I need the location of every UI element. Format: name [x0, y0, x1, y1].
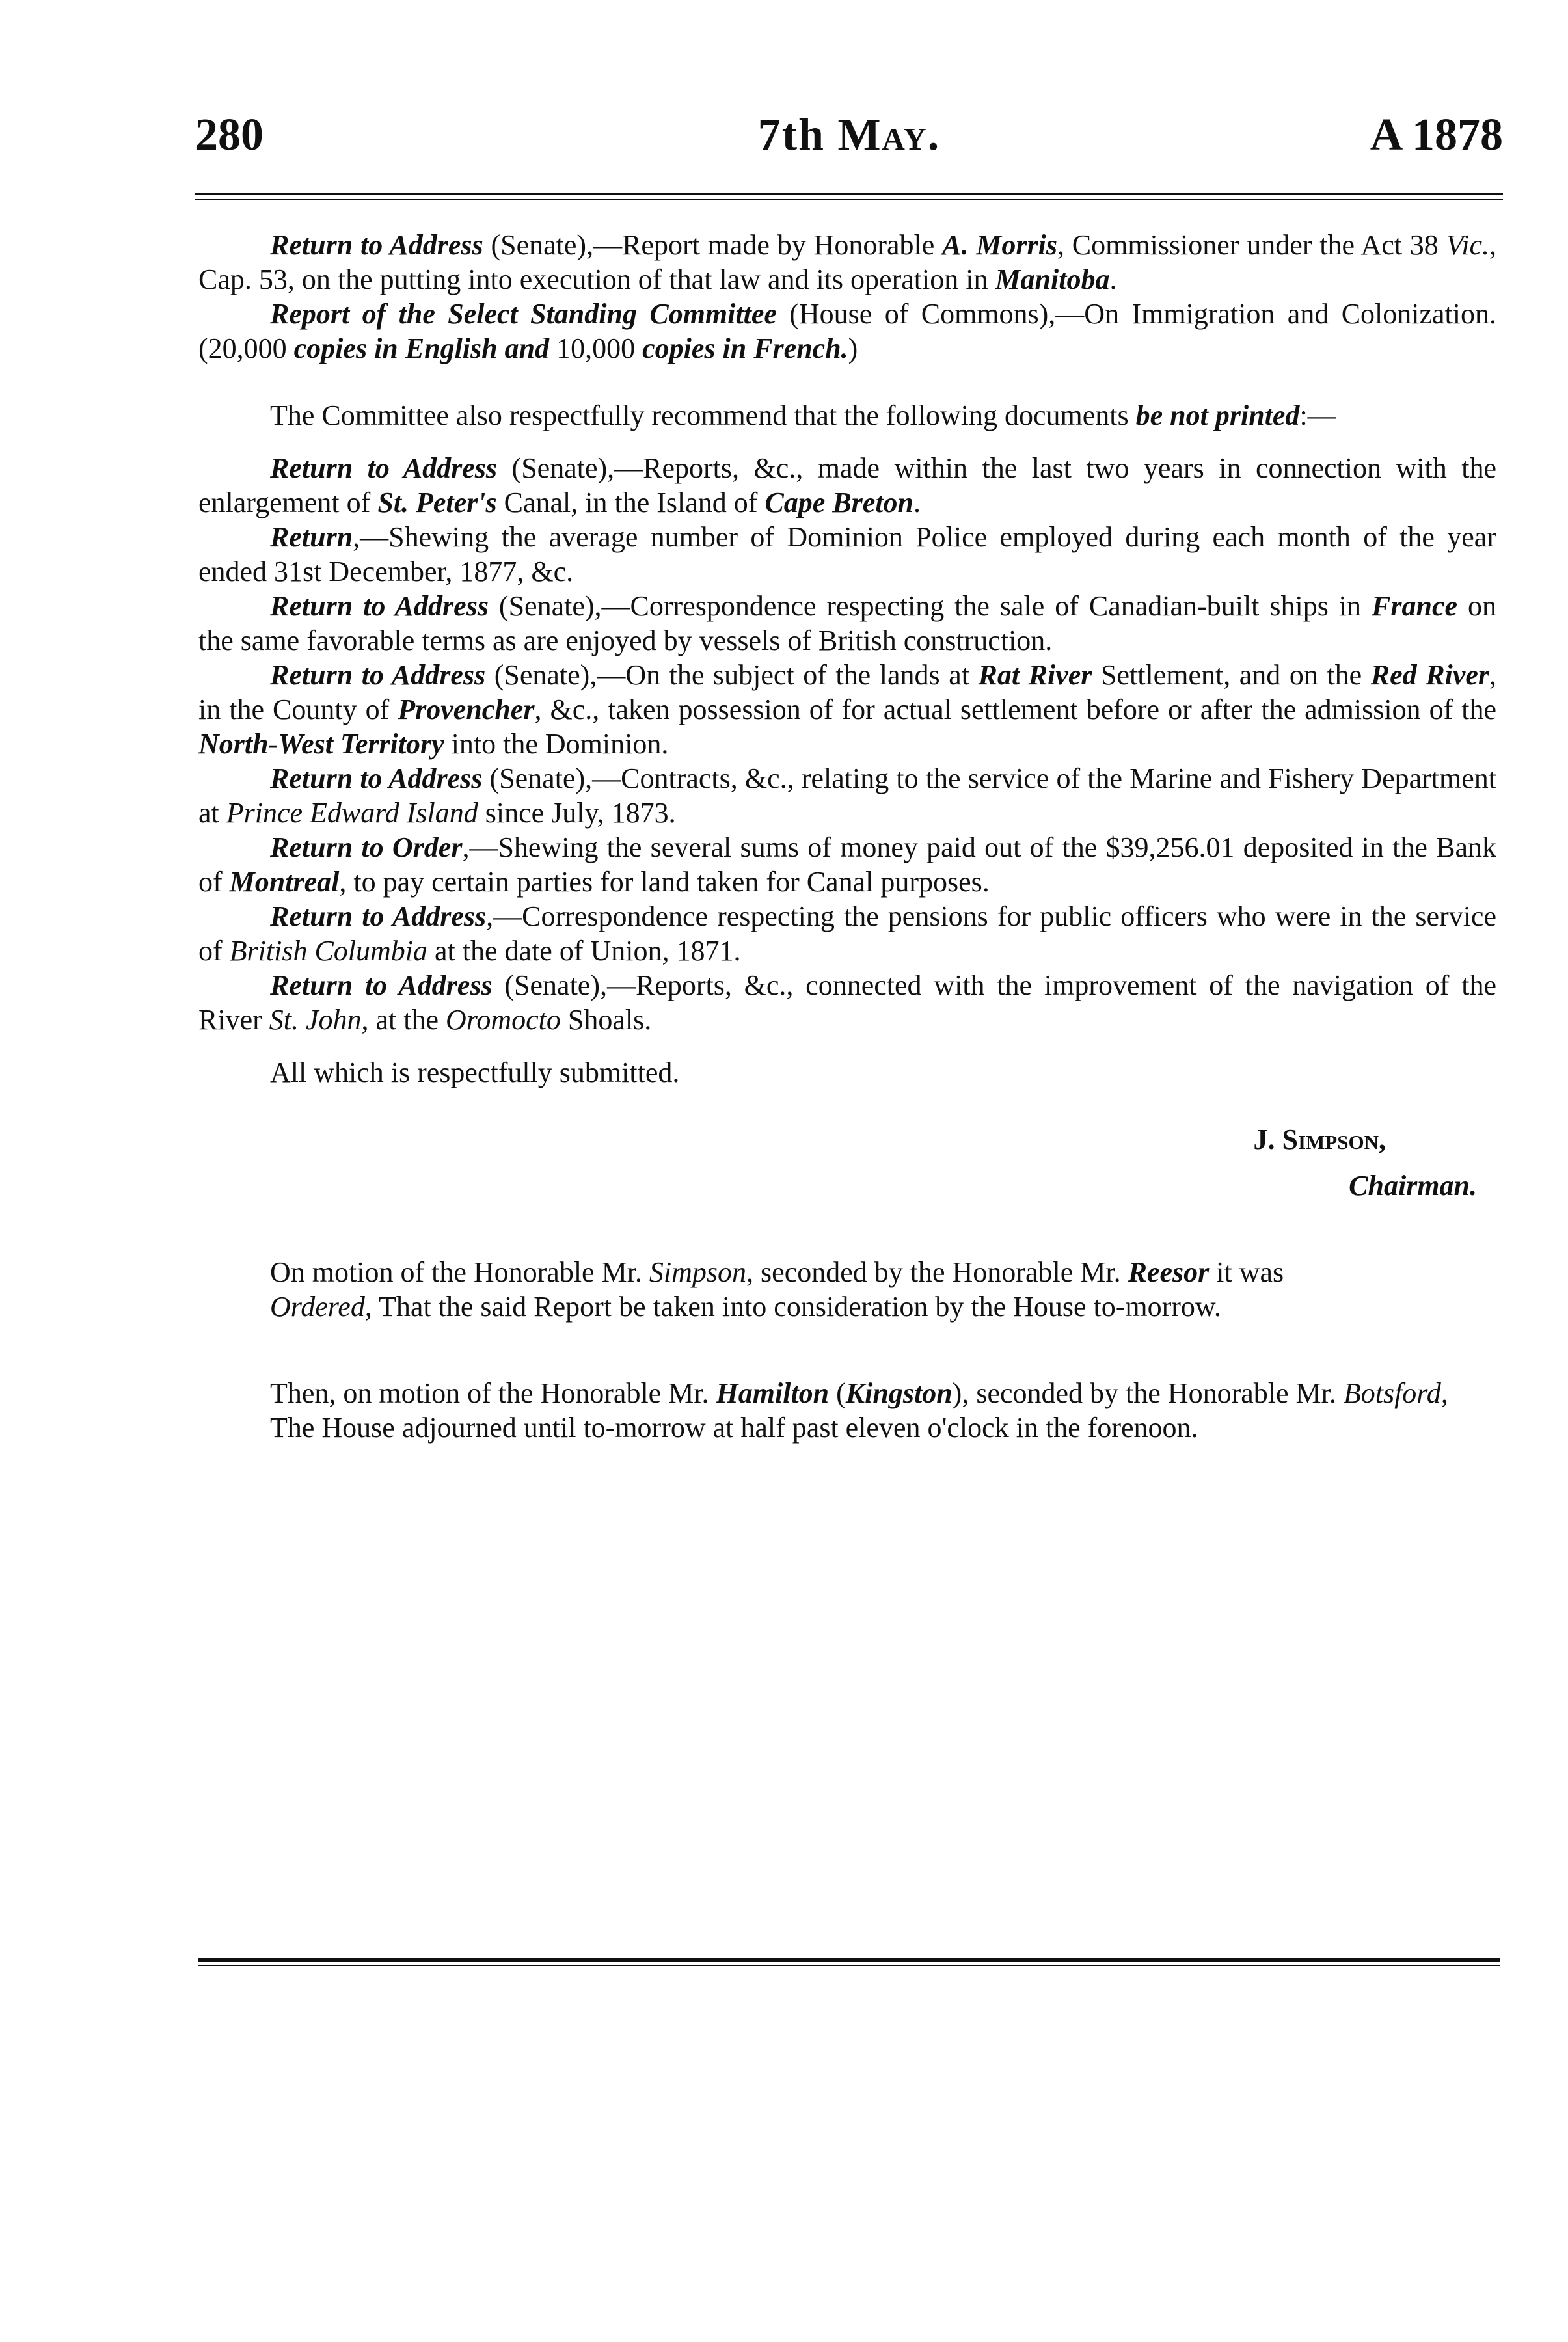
entry-name: Simpson	[649, 1256, 747, 1288]
entry-abbrev: Vic.	[1446, 229, 1489, 261]
entry-text: Then, on motion of the Honorable Mr.	[270, 1377, 716, 1409]
entry-text: , at the	[361, 1004, 446, 1036]
entry-text: ,—Correspondence respecting the pensions for public officers who were in the service of	[198, 900, 1496, 967]
entry-text: on the same favorable terms as are enjoyed by vessels of British construction.	[198, 590, 1496, 656]
entry-heading: Return to Address	[270, 452, 498, 484]
page-number: 280	[195, 110, 264, 160]
entry-text: ,—Shewing the several sums of money paid out of the $39,256.01 deposited in the Bank of	[198, 831, 1496, 898]
entry-text: :—	[1299, 399, 1336, 431]
entry-text: , That the said Report be taken into consideration by the House to-morrow.	[364, 1291, 1221, 1323]
entry-text: (Senate),—Report made by Honorable	[483, 229, 943, 261]
document-body	[198, 228, 1496, 1445]
entry-heading: Return to Address	[270, 229, 483, 261]
entry-text: ,	[1440, 1377, 1448, 1409]
entry-note: copies in English and	[293, 332, 550, 364]
entry-heading: Return to Address	[270, 900, 487, 932]
signature-name-text: J. Simpson,	[1253, 1124, 1386, 1155]
entry-text: )	[848, 332, 858, 364]
paragraph-return-morris	[198, 228, 1496, 297]
entry-place: Provencher	[398, 693, 535, 725]
entry-name: Reesor	[1128, 1256, 1210, 1288]
paragraph-report-immigration	[198, 297, 1496, 366]
entry-text: Settlement, and on the	[1092, 659, 1371, 691]
entry-text: (House of Commons),—On Immigration and Colonization. (20,000	[198, 298, 1496, 364]
entry-text: The House adjourned until to-morrow at half past eleven o'clock in the forenoon.	[270, 1412, 1198, 1444]
paragraph-motion-hamilton	[198, 1376, 1496, 1410]
entry-place: Manitoba	[995, 263, 1110, 295]
entry-place: Oromocto	[446, 1004, 561, 1036]
paragraph-committee-recommend	[198, 398, 1496, 433]
paragraph-ordered	[198, 1289, 1496, 1324]
entry-text: it was	[1209, 1256, 1284, 1288]
footer-rule	[198, 1958, 1500, 1962]
entry-heading: Return to Address	[270, 969, 493, 1001]
entry-place: Montreal	[229, 866, 340, 898]
footer-rule-thin	[198, 1965, 1500, 1966]
entry-text: at the date of Union, 1871.	[427, 935, 741, 967]
entry-heading: Return to Address	[270, 590, 489, 622]
entry-place: Red River	[1370, 659, 1489, 691]
entry-text: The Committee also respectfully recommend that the following documents	[270, 399, 1136, 431]
paragraph-adjourned	[198, 1410, 1496, 1445]
entry-text: .	[913, 487, 921, 518]
entry-place: Kingston	[845, 1377, 953, 1409]
entry-text: , Commissioner under the Act 38	[1057, 229, 1446, 261]
entry-text: Shoals.	[560, 1004, 652, 1036]
page-date	[195, 109, 1503, 161]
paragraph-motion-simpson	[198, 1255, 1496, 1289]
entry-text: ,—Shewing the average number of Dominion Police employed during each month of the year ended 31st December, 1877, &c.	[198, 521, 1496, 587]
entry-text: , &c., taken possession of for actual settlement before or after the admission of the	[534, 693, 1496, 725]
entry-text: , in the County of	[198, 659, 1496, 725]
entry-text: (Senate),—On the subject of the lands at	[485, 659, 979, 691]
paragraph-return-rat-river	[198, 658, 1496, 761]
entry-text: 10,000	[549, 332, 643, 364]
entry-text: , seconded by the Honorable Mr.	[746, 1256, 1128, 1288]
entry-place: North-West Territory	[198, 728, 444, 760]
entry-text: (Senate),—Reports, &c., made within the last two years in connection with the enlargement of	[198, 452, 1496, 518]
entry-text: , Cap. 53, on the putting into execution of that law and its operation in	[198, 229, 1496, 295]
signature-title: Chairman.	[1349, 1170, 1477, 1202]
paragraph-return-ships	[198, 589, 1496, 658]
entry-name: Botsford	[1343, 1377, 1441, 1409]
entry-heading: Report of the Select Standing Committee	[270, 298, 777, 330]
entry-heading: Return to Order	[270, 831, 463, 863]
paragraph-return-police	[198, 520, 1496, 589]
entry-place: Prince Edward Island	[226, 797, 478, 829]
date-month: May.	[837, 110, 941, 160]
entry-text: ), seconded by the Honorable Mr.	[952, 1377, 1344, 1409]
entry-heading: Return to Address	[270, 659, 486, 691]
entry-text: .	[1109, 263, 1117, 295]
entry-note: copies in French.	[642, 332, 848, 364]
entry-place: St. Peter's	[377, 487, 497, 518]
entry-text: (Senate),—Reports, &c., connected with the improvement of the navigation of the River	[198, 969, 1496, 1036]
entry-place: Rat River	[978, 659, 1092, 691]
header-rule	[195, 193, 1503, 195]
entry-emphasis: be not printed	[1135, 399, 1300, 431]
entry-heading: Ordered	[270, 1291, 365, 1323]
entry-place: British Columbia	[229, 935, 428, 967]
entry-text: On motion of the Honorable Mr.	[270, 1256, 649, 1288]
page-year: A 1878	[1370, 110, 1503, 160]
entry-heading: Return	[270, 521, 353, 553]
entry-text: All which is respectfully submitted.	[270, 1057, 680, 1088]
entry-text: into the Dominion.	[444, 728, 669, 760]
paragraph-return-money	[198, 830, 1496, 899]
entry-name: A. Morris	[942, 229, 1057, 261]
paragraph-return-fishery	[198, 761, 1496, 830]
entry-text: (Senate),—Correspondence respecting the sale of Canadian-built ships in	[488, 590, 1372, 622]
entry-text: (Senate),—Contracts, &c., relating to the service of the Marine and Fishery Department at	[198, 762, 1496, 829]
page-header	[195, 109, 1503, 181]
entry-name: Hamilton	[716, 1377, 830, 1409]
entry-heading: Return to Address	[270, 762, 483, 794]
entry-place: Cape Breton	[764, 487, 914, 518]
entry-text: (	[829, 1377, 846, 1409]
entry-place: France	[1372, 590, 1458, 622]
signature-name	[198, 1122, 1496, 1157]
entry-text: since July, 1873.	[478, 797, 676, 829]
paragraph-return-pensions	[198, 899, 1496, 968]
header-rule-thin	[195, 199, 1503, 200]
entry-place: St. John	[269, 1004, 362, 1036]
paragraph-submitted	[198, 1055, 1496, 1090]
date-prefix: 7th	[757, 110, 825, 160]
entry-text: , to pay certain parties for land taken for Canal purposes.	[339, 866, 990, 898]
entry-text: Canal, in the Island of	[496, 487, 765, 518]
paragraph-return-st-peters	[198, 451, 1496, 520]
paragraph-return-st-john	[198, 968, 1496, 1037]
